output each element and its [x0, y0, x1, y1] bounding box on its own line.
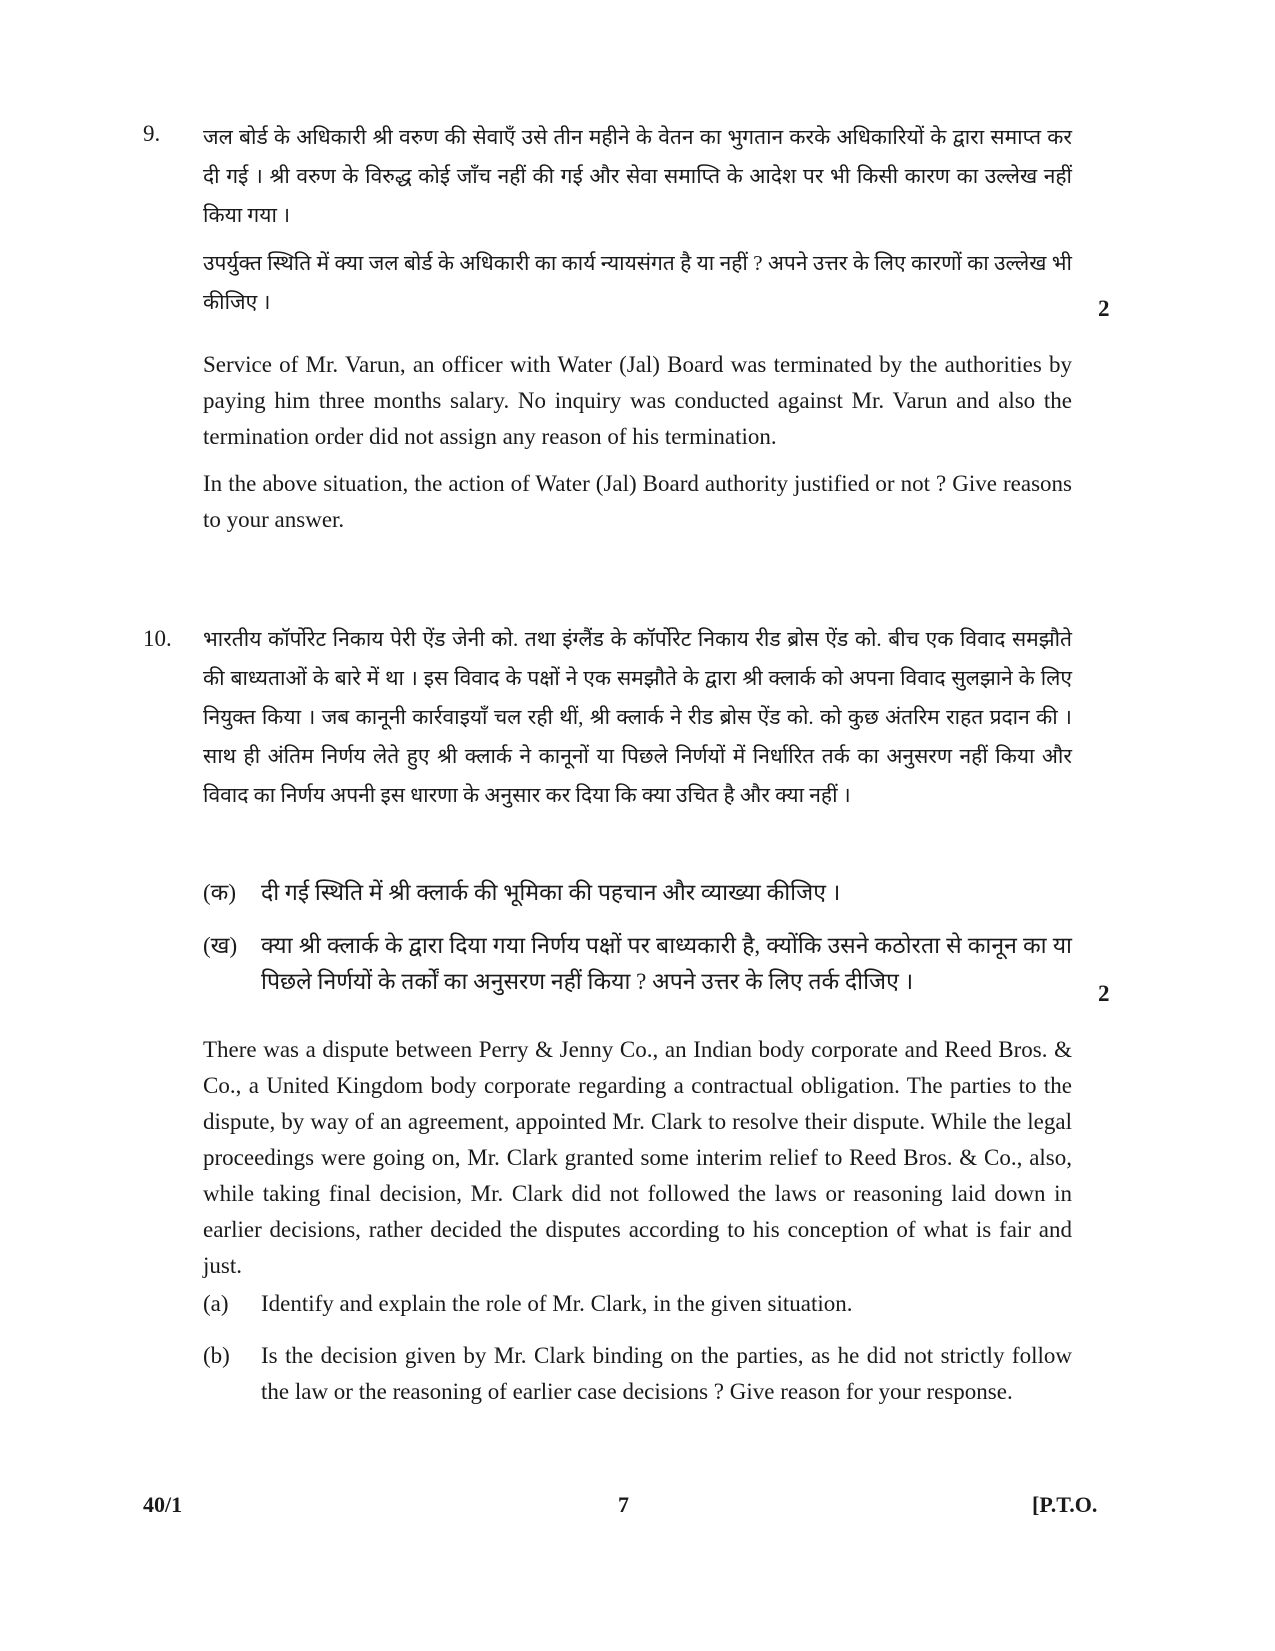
q10-hindi-text: भारतीय कॉर्पोरेट निकाय पेरी ऐंड जेनी को. तथा इंग्लैंड के कॉर्पोरेट निकाय रीड ब्रोस ऐंड को. बीच एक विवाद समझौते की बाध्यताओं के बारे में था । इस विवाद के पक्षों ने एक समझौते के द्वारा श्री क्लार्क को अपना विवाद सुलझाने के लिए नियुक्त किया । जब कानूनी कार्रवाइयाँ चल रही थीं, श्री क्लार्क ने रीड ब्रोस ऐंड को. को कुछ अंतरिम राहत प्रदान की । साथ ही अंतिम निर्णय लेते हुए श्री क्लार्क ने कानूनों या पिछले निर्णयों में निर्धारित तर्क का अनुसरण नहीं किया और विवाद का निर्णय अपनी इस धारणा के अनुसार कर दिया कि क्या उचित है और क्या नहीं । — [203, 627, 1072, 807]
page-number: 7 — [618, 1492, 629, 1517]
q9-hindi-question: उपर्युक्त स्थिति में क्या जल बोर्ड के अधिकारी का कार्य न्यायसंगत है या नहीं ? अपने उत्तर के लिए कारणों का उल्लेख भी कीजिए । — [203, 251, 1072, 314]
question-number: 10. — [143, 626, 172, 651]
pto-label: [P.T.O. — [1032, 1492, 1098, 1517]
q9-english-text: Service of Mr. Varun, an officer with Water (Jal) Board was terminated by the authorities by paying him three months salary. No inquiry was conducted against Mr. Varun and also the termination order did not assign any reason of his termination. — [203, 352, 1072, 449]
part-label: (क) — [203, 880, 236, 905]
part-label: (b) — [203, 1343, 230, 1368]
part-text: दी गई स्थिति में श्री क्लार्क की भूमिका की पहचान और व्याख्या कीजिए । — [261, 880, 841, 905]
q10-english-text: There was a dispute between Perry & Jenny Co., an Indian body corporate and Reed Bros. & Co., a United Kingdom body corporate regarding a contractual obligation. The parties to the dispute, by way of an agreement, appointed Mr. Clark to resolve their dispute. While the legal proceedings were going on, Mr. Clark granted some interim relief to Reed Bros. & Co., also, while taking final decision, Mr. Clark did not followed the laws or reasoning laid down in earlier decisions, rather decided the disputes according to his conception of what is fair and just. — [203, 1037, 1072, 1278]
q10-marks: 2 — [1098, 981, 1110, 1006]
part-label: (ख) — [203, 933, 238, 958]
part-text: Is the decision given by Mr. Clark binding on the parties, as he did not strictly follow the law or the reasoning of earlier case decisions ? Give reason for your response. — [261, 1343, 1072, 1404]
part-label: (a) — [203, 1291, 229, 1316]
part-text: Identify and explain the role of Mr. Clark, in the given situation. — [261, 1291, 853, 1316]
part-text: क्या श्री क्लार्क के द्वारा दिया गया निर्णय पक्षों पर बाध्यकारी है, क्योंकि उसने कठोरता से कानून का या पिछले निर्णयों के तर्कों का अनुसरण नहीं किया ? अपने उत्तर के लिए तर्क दीजिए । — [261, 933, 1072, 994]
q9-english-question: In the above situation, the action of Water (Jal) Board authority justified or not ? Give reasons to your answer. — [203, 471, 1072, 532]
q9-marks: 2 — [1098, 296, 1110, 321]
question-number: 9. — [143, 121, 161, 146]
q9-hindi-text: जल बोर्ड के अधिकारी श्री वरुण की सेवाएँ उसे तीन महीने के वेतन का भुगतान करके अधिकारियों के द्वारा समाप्त कर दी गई । श्री वरुण के विरुद्ध कोई जाँच नहीं की गई और सेवा समाप्ति के आदेश पर भी किसी कारण का उल्लेख नहीं किया गया । — [203, 125, 1072, 227]
paper-code: 40/1 — [143, 1492, 183, 1517]
